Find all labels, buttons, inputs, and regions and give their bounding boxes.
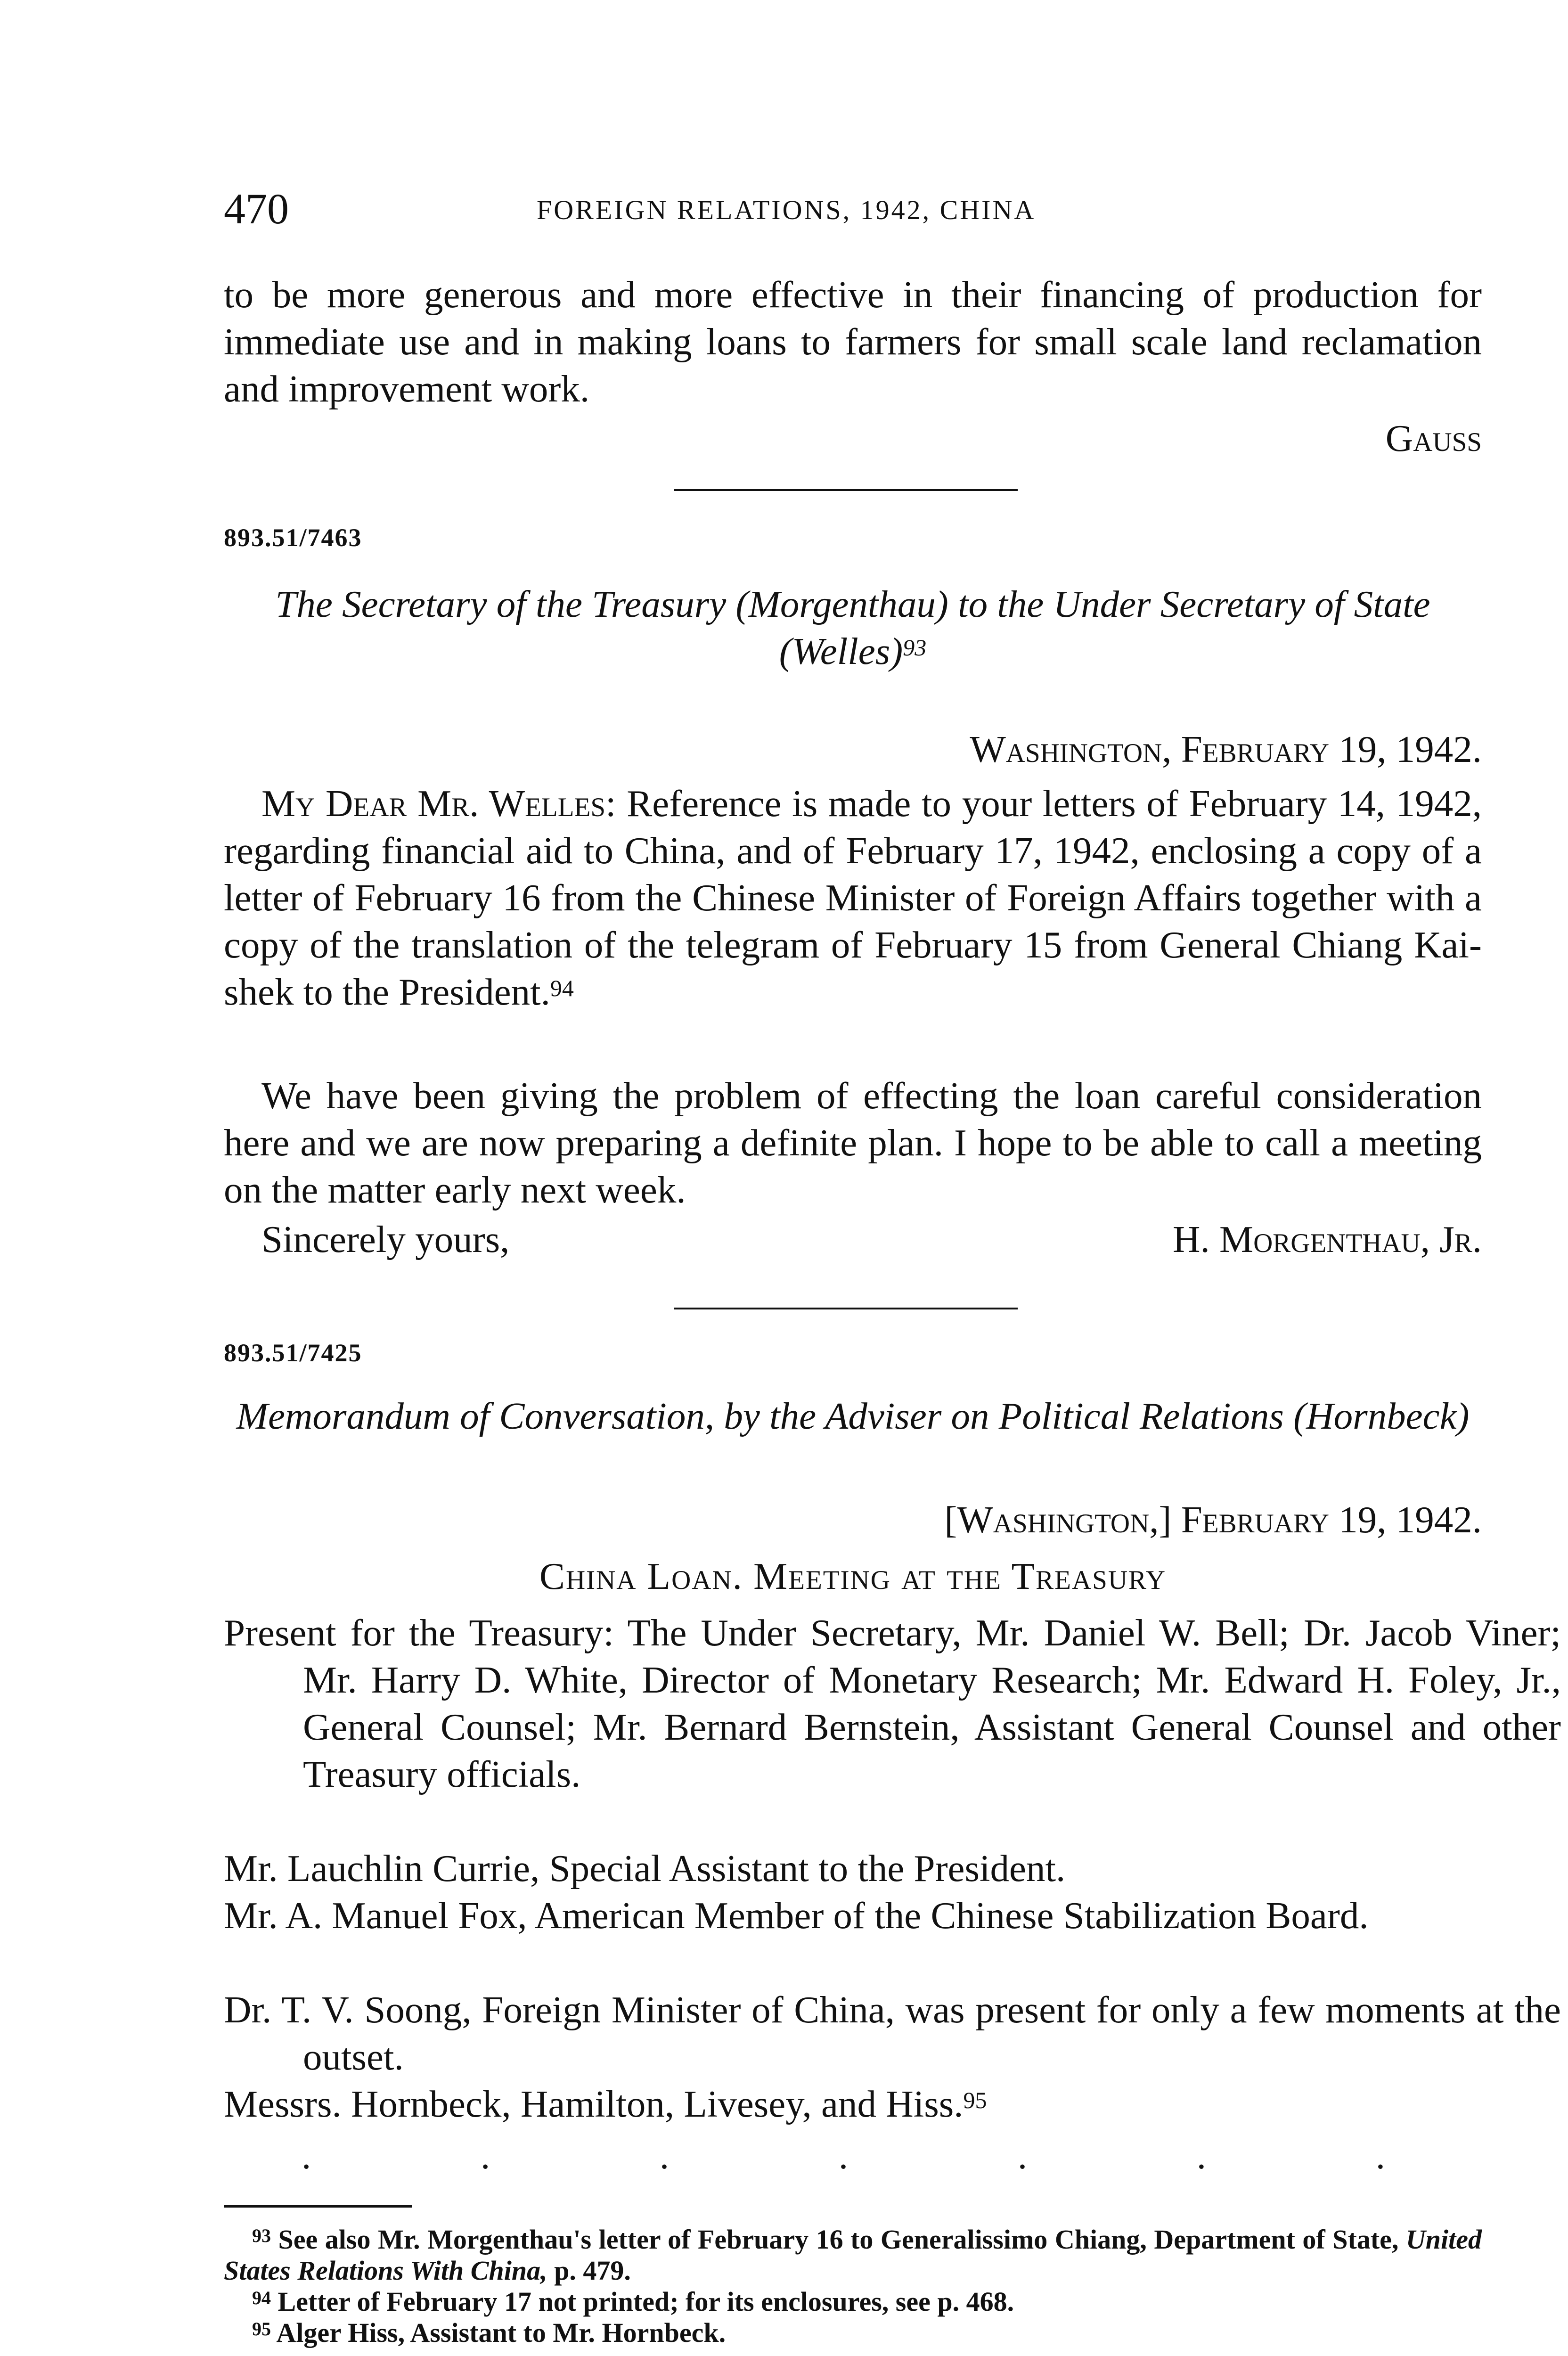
running-title: FOREIGN RELATIONS, 1942, CHINA (537, 195, 1036, 225)
dateline (224, 726, 1482, 773)
ellipsis-row (302, 2132, 1385, 2179)
ellipsis-dot: . (838, 2135, 849, 2177)
page-number: 470 (224, 185, 289, 233)
file-number: 893.51/7463 (224, 524, 362, 552)
footnote-marker: 93 (252, 2225, 271, 2246)
attendee-entry: Present for the Treasury: The Under Secretary, Mr. Daniel W. Bell; Dr. Jacob Viner; Mr. Harry D. White, Director of Monetary Research; Mr. Edward H. Foley, Jr., General Counsel; Mr. Bernard Bernstein, Assistant General Counsel and other Treasury officials. (224, 1612, 1561, 1795)
morgenthau-signature: H. Morgenthau, Jr. (1173, 1218, 1482, 1260)
running-head (224, 184, 1482, 240)
footnote-text: See also Mr. Morgenthau's letter of February 16 to Generalissimo Chiang, Department of State, (278, 2224, 1399, 2255)
ellipsis-dot: . (1017, 2135, 1028, 2177)
footnote-rule (224, 2205, 412, 2208)
gauss-signature: Gauss (1385, 417, 1482, 459)
dateline-text: [Washington,] February 19, 1942. (944, 1498, 1482, 1541)
memo-subject: China Loan. Meeting at the Treasury (539, 1555, 1167, 1597)
ellipsis-dot: . (302, 2135, 311, 2177)
footnote-text: Alger Hiss, Assistant to Mr. Hornbeck. (276, 2317, 726, 2348)
file-number: 893.51/7425 (224, 1339, 362, 1367)
footnote-ref-94: 94 (550, 975, 574, 1001)
attendee-entry: Mr. Lauchlin Currie, Special Assistant to the President. (224, 1847, 1066, 1890)
attendee-entry-text: Messrs. Hornbeck, Hamilton, Livesey, and Hiss. (224, 2083, 964, 2125)
footnote-94 (252, 2286, 1482, 2317)
ellipsis-dot: . (659, 2135, 670, 2177)
ellipsis-dot: . (1375, 2135, 1385, 2177)
dateline (224, 1496, 1482, 1543)
document-title (224, 581, 1482, 675)
footnote-marker: 95 (252, 2318, 271, 2340)
letter-paragraph-1 (224, 780, 1482, 1015)
dateline-text: Washington, February 19, 1942. (970, 728, 1482, 770)
attendee-entry: Mr. A. Manuel Fox, American Member of the Chinese Stabilization Board. (224, 1894, 1369, 1937)
footnote-page-ref: p. 479. (554, 2255, 631, 2286)
closing: Sincerely yours, (261, 1218, 510, 1260)
footnote-ref-93: 93 (903, 634, 927, 661)
ellipsis-dot: . (1196, 2135, 1207, 2177)
footnote-citation: United States Relations With China, (224, 2224, 1482, 2286)
letter-paragraph-2: We have been giving the problem of effecting the loan careful consideration here and we are now preparing a definite plan. I hope to be able to call a meeting on the matter early next week. (224, 1074, 1482, 1211)
salutation: My Dear Mr. Welles: (261, 782, 616, 825)
footnote-marker: 94 (252, 2287, 271, 2308)
attendee-entry: Dr. T. V. Soong, Foreign Minister of China, was present for only a few moments at the outset. (224, 1988, 1561, 2078)
footnote-ref-95: 95 (963, 2087, 987, 2113)
footnote-text: Letter of February 17 not printed; for its enclosures, see p. 468. (278, 2286, 1014, 2317)
document-title: Memorandum of Conversation, by the Adviser on Political Relations (Hornbeck) (236, 1395, 1470, 1437)
ellipsis-dot: . (480, 2135, 490, 2177)
document-title-text: The Secretary of the Treasury (Morgenthau) to the Under Secretary of State (Welles) (275, 583, 1430, 672)
footnote-95 (252, 2317, 1482, 2348)
section-divider (674, 489, 1018, 491)
carryover-paragraph: to be more generous and more effective in their financing of production for immediate use and in making loans to farmers for small scale land reclamation and improvement work. (224, 273, 1482, 410)
footnote-93 (224, 2224, 1482, 2286)
letter-paragraph-1-text: Reference is made to your letters of February 14, 1942, regarding financial aid to China, and of February 17, 1942, enclosing a copy of a letter of February 16 from the Chinese Minister of Foreign Affairs together with a copy of the translation of the telegram of February 15 from General Chiang Kai-shek to the President. (224, 782, 1482, 1013)
attendee-entry (224, 2080, 1482, 2127)
section-divider (674, 1308, 1018, 1309)
